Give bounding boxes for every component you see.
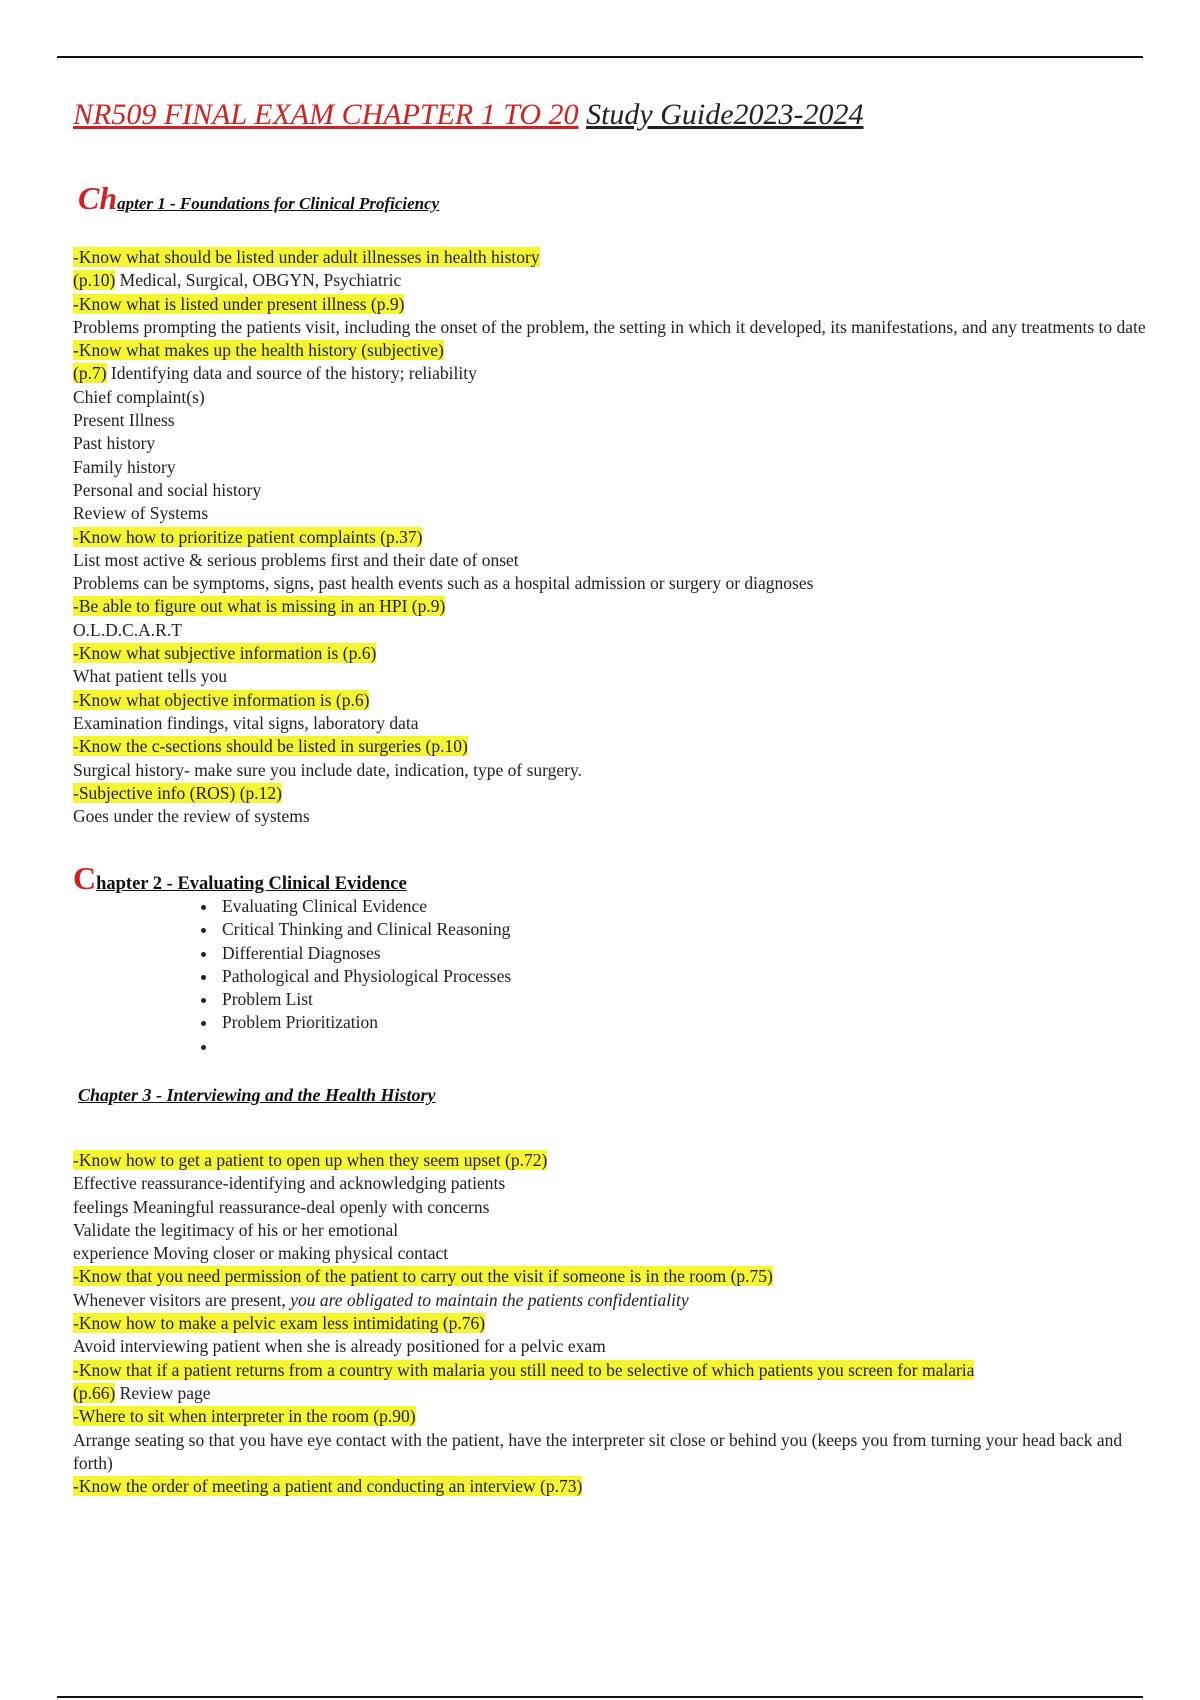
list-item [218,1035,511,1058]
note-line: O.L.D.C.A.R.T [73,619,182,640]
note-line: Arrange seating so that you have eye contact with the patient, have the interpreter sit close or behind you (keeps you from turning your head back and forth) [73,1429,1123,1473]
chapter-1-heading-text: apter 1 - Foundations for Clinical Proficiency [117,194,440,213]
note-line: feelings Meaningful reassurance-deal openly with concerns [73,1196,490,1217]
note-line: Problems can be symptoms, signs, past health events such as a hospital admission or surgery or diagnoses [73,573,814,594]
bottom-rule [57,1696,1143,1698]
note-line: -Know the c-sections should be listed in surgeries (p.10) [73,736,468,757]
note-line: -Know what is listed under present illness (p.9) [73,293,405,314]
note-line: Problems prompting the patients visit, including the onset of the problem, the setting in which it developed, its manifestations, and any treatments to date [73,316,1146,337]
note-line: -Know that if a patient returns from a country with malaria you still need to be selective of which patients you screen for malaria [73,1359,975,1380]
note-line: What patient tells you [73,666,228,687]
note-line: Examination findings, vital signs, laboratory data [73,712,419,733]
note-line: -Know what should be listed under adult illnesses in health history [73,247,540,267]
title-suffix: Study Guide2023-2024 [586,98,864,131]
note-line: Surgical history- make sure you include date, indication, type of surgery. [73,759,582,780]
chapter-2-topic-list [178,895,511,1058]
note-line: -Know how to prioritize patient complaints (p.37) [73,526,423,547]
chapter-1-notes [73,246,1163,828]
note-line: (p.10) Medical, Surgical, OBGYN, Psychiatric [73,270,402,291]
note-line: Past history [73,433,156,454]
note-line: Family history [73,456,176,477]
chapter-2-heading-text: hapter 2 - Evaluating Clinical Evidence [96,874,407,894]
note-line: -Know how to make a pelvic exam less intimidating (p.76) [73,1313,486,1334]
chapter-3-heading-text: Chapter 3 - Interviewing and the Health History [78,1085,436,1105]
note-line: -Know the order of meeting a patient and conducting an interview (p.73) [73,1476,583,1497]
list-item: • Problem List [218,988,511,1011]
note-line: Review of Systems [73,503,209,524]
note-line: Present Illness [73,410,175,431]
note-line: (p.7) Identifying data and source of the history; reliability [73,363,477,384]
chapter-3-notes [73,1149,1163,1498]
chapter-2-heading [73,860,407,897]
note-line: -Subjective info (ROS) (p.12) [73,782,282,803]
note-line: Validate the legitimacy of his or her emotional [73,1219,399,1240]
chapter-1-heading-initial: Ch [78,180,118,216]
document-title [73,98,864,132]
note-line: Chief complaint(s) [73,386,205,407]
note-line: List most active & serious problems first and their date of onset [73,549,519,570]
note-line: -Know how to get a patient to open up when they seem upset (p.72) [73,1150,548,1170]
top-rule [57,56,1143,58]
list-item: • Differential Diagnoses [218,942,511,965]
note-line: (p.66) Review page [73,1382,211,1403]
note-line: -Where to sit when interpreter in the room (p.90) [73,1406,416,1427]
note-line: Avoid interviewing patient when she is already positioned for a pelvic exam [73,1336,606,1357]
title-course: NR509 FINAL EXAM CHAPTER 1 TO 20 [73,98,579,131]
list-item: • Problem Prioritization [218,1011,511,1034]
chapter-2-heading-initial: C [73,860,97,896]
chapter-3-heading [78,1085,436,1106]
note-line: Goes under the review of systems [73,806,310,827]
list-item: • Evaluating Clinical Evidence [218,895,511,918]
note-line: Whenever visitors are present, you are obligated to maintain the patients confidentiality [73,1289,689,1310]
note-line: -Be able to figure out what is missing in an HPI (p.9) [73,596,446,617]
list-item: • Pathological and Physiological Processes [218,965,511,988]
note-line: -Know that you need permission of the patient to carry out the visit if someone is in the room (p.75) [73,1266,773,1287]
note-line: Personal and social history [73,479,262,500]
list-item: • Critical Thinking and Clinical Reasoning [218,918,511,941]
note-line: Effective reassurance-identifying and acknowledging patients [73,1173,506,1194]
chapter-1-heading [78,180,439,217]
note-line: -Know what subjective information is (p.6) [73,643,377,664]
note-line: -Know what makes up the health history (subjective) [73,340,444,361]
note-line: experience Moving closer or making physical contact [73,1243,449,1264]
note-line: -Know what objective information is (p.6) [73,689,370,710]
